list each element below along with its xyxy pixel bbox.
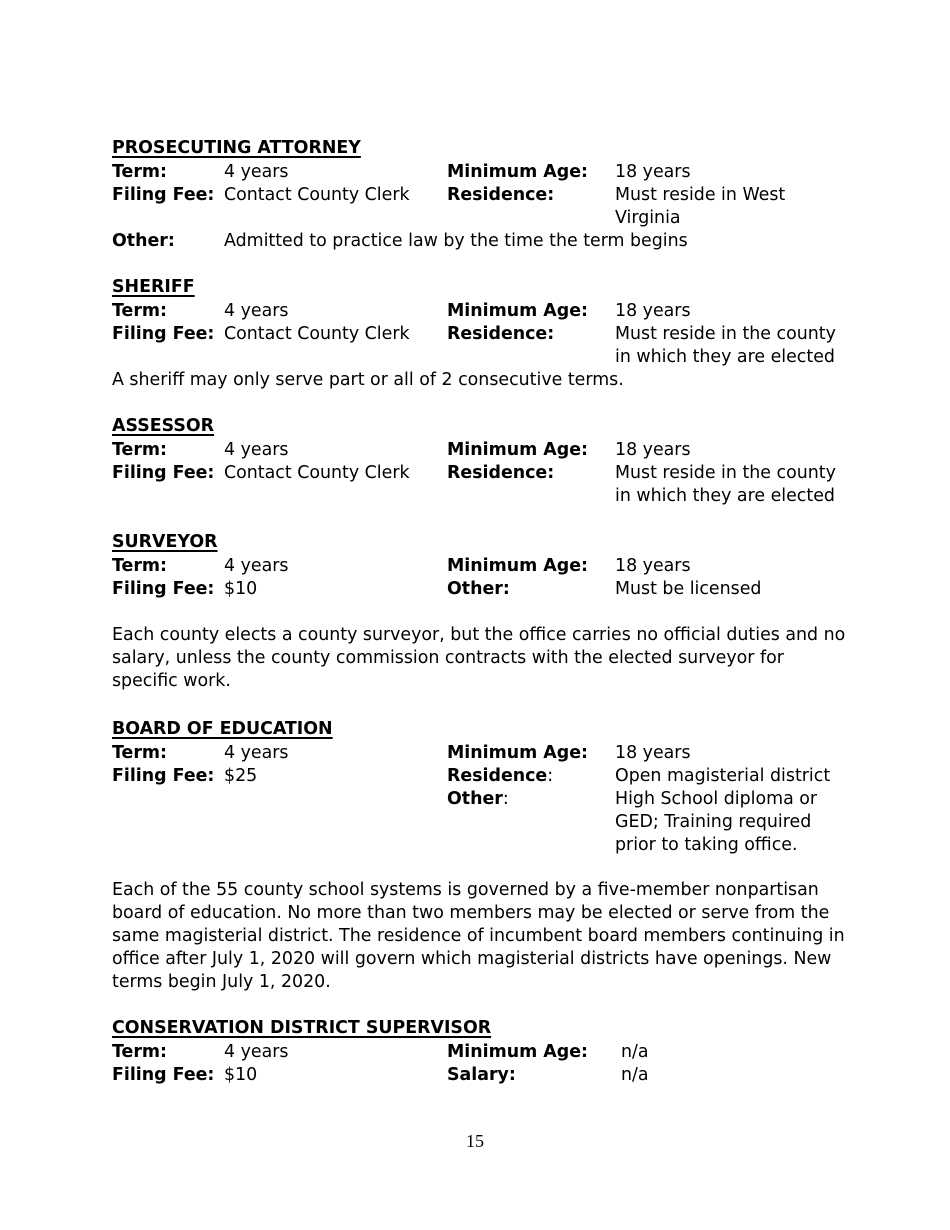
minimum-age-value: 18 years	[615, 743, 691, 763]
residence-value-line2: Virginia	[615, 208, 681, 228]
minimum-age-label: Minimum Age:	[447, 301, 588, 321]
term-label: Term:	[112, 440, 167, 460]
filing-fee-label: Filing Fee:	[112, 766, 215, 786]
minimum-age-label: Minimum Age:	[447, 556, 588, 576]
minimum-age-label: Minimum Age:	[447, 440, 588, 460]
term-label: Term:	[112, 556, 167, 576]
minimum-age-value: 18 years	[615, 162, 691, 182]
other-label-word: Other	[447, 789, 503, 809]
filing-fee-value: $10	[224, 579, 258, 599]
note-line: office after July 1, 2020 will govern which magisterial districts have openings. New	[112, 949, 832, 969]
section-title: SHERIFF	[112, 277, 195, 297]
minimum-age-value: 18 years	[615, 556, 691, 576]
filing-fee-label: Filing Fee:	[112, 185, 215, 205]
other-value-line2: GED; Training required	[615, 812, 812, 832]
residence-label: Residence:	[447, 185, 555, 205]
filing-fee-label: Filing Fee:	[112, 1065, 215, 1085]
salary-label: Salary:	[447, 1065, 516, 1085]
note-line: Each county elects a county surveyor, but the office carries no official duties and no	[112, 625, 846, 645]
surveyor-note	[112, 624, 846, 693]
residence-value-line2: in which they are elected	[615, 486, 835, 506]
other-value: Admitted to practice law by the time the term begins	[224, 231, 688, 251]
board-of-education-note	[112, 879, 845, 994]
filing-fee-value: $25	[224, 766, 258, 786]
other-value-line3: prior to taking office.	[615, 835, 798, 855]
minimum-age-label: Minimum Age:	[447, 1042, 588, 1062]
note-line: Each of the 55 county school systems is governed by a five-member nonpartisan	[112, 880, 819, 900]
filing-fee-label: Filing Fee:	[112, 579, 215, 599]
sheriff-note: A sheriff may only serve part or all of 2 consecutive terms.	[112, 370, 624, 390]
other-label: Other:	[447, 579, 510, 599]
term-label: Term:	[112, 743, 167, 763]
residence-label-colon: :	[547, 766, 554, 786]
residence-label-word: Residence	[447, 766, 548, 786]
other-label-colon: :	[502, 789, 509, 809]
term-value: 4 years	[224, 743, 289, 763]
term-value: 4 years	[224, 556, 289, 576]
section-title: SURVEYOR	[112, 532, 218, 552]
filing-fee-label: Filing Fee:	[112, 324, 215, 344]
term-label: Term:	[112, 162, 167, 182]
residence-label	[447, 765, 553, 788]
note-line: specific work.	[112, 671, 231, 691]
residence-value: Open magisterial district	[615, 766, 831, 786]
filing-fee-value: Contact County Clerk	[224, 324, 410, 344]
other-value: Must be licensed	[615, 579, 762, 599]
residence-label: Residence:	[447, 463, 555, 483]
note-line: terms begin July 1, 2020.	[112, 972, 331, 992]
residence-value-line1: Must reside in the county	[615, 324, 836, 344]
term-value: 4 years	[224, 162, 289, 182]
term-value: 4 years	[224, 440, 289, 460]
page-number: 15	[466, 1131, 484, 1151]
filing-fee-value: Contact County Clerk	[224, 463, 410, 483]
section-title: BOARD OF EDUCATION	[112, 719, 333, 739]
other-label	[447, 788, 509, 811]
residence-value-line1: Must reside in West	[615, 185, 786, 205]
note-line: salary, unless the county commission contracts with the elected surveyor for	[112, 648, 784, 668]
residence-value-line2: in which they are elected	[615, 347, 835, 367]
note-line: board of education. No more than two members may be elected or serve from the	[112, 903, 830, 923]
other-value-line1: High School diploma or	[615, 789, 818, 809]
filing-fee-label: Filing Fee:	[112, 463, 215, 483]
minimum-age-value: 18 years	[615, 301, 691, 321]
minimum-age-value: n/a	[621, 1042, 649, 1062]
term-label: Term:	[112, 301, 167, 321]
term-value: 4 years	[224, 1042, 289, 1062]
minimum-age-label: Minimum Age:	[447, 162, 588, 182]
term-value: 4 years	[224, 301, 289, 321]
section-title: CONSERVATION DISTRICT SUPERVISOR	[112, 1018, 492, 1038]
salary-value: n/a	[621, 1065, 649, 1085]
residence-label: Residence:	[447, 324, 555, 344]
filing-fee-value: $10	[224, 1065, 258, 1085]
section-title: ASSESSOR	[112, 416, 215, 436]
minimum-age-value: 18 years	[615, 440, 691, 460]
minimum-age-label: Minimum Age:	[447, 743, 588, 763]
note-line: same magisterial district. The residence of incumbent board members continuing in	[112, 926, 845, 946]
other-label: Other:	[112, 231, 175, 251]
residence-value-line1: Must reside in the county	[615, 463, 836, 483]
filing-fee-value: Contact County Clerk	[224, 185, 410, 205]
section-title: PROSECUTING ATTORNEY	[112, 138, 361, 158]
term-label: Term:	[112, 1042, 167, 1062]
